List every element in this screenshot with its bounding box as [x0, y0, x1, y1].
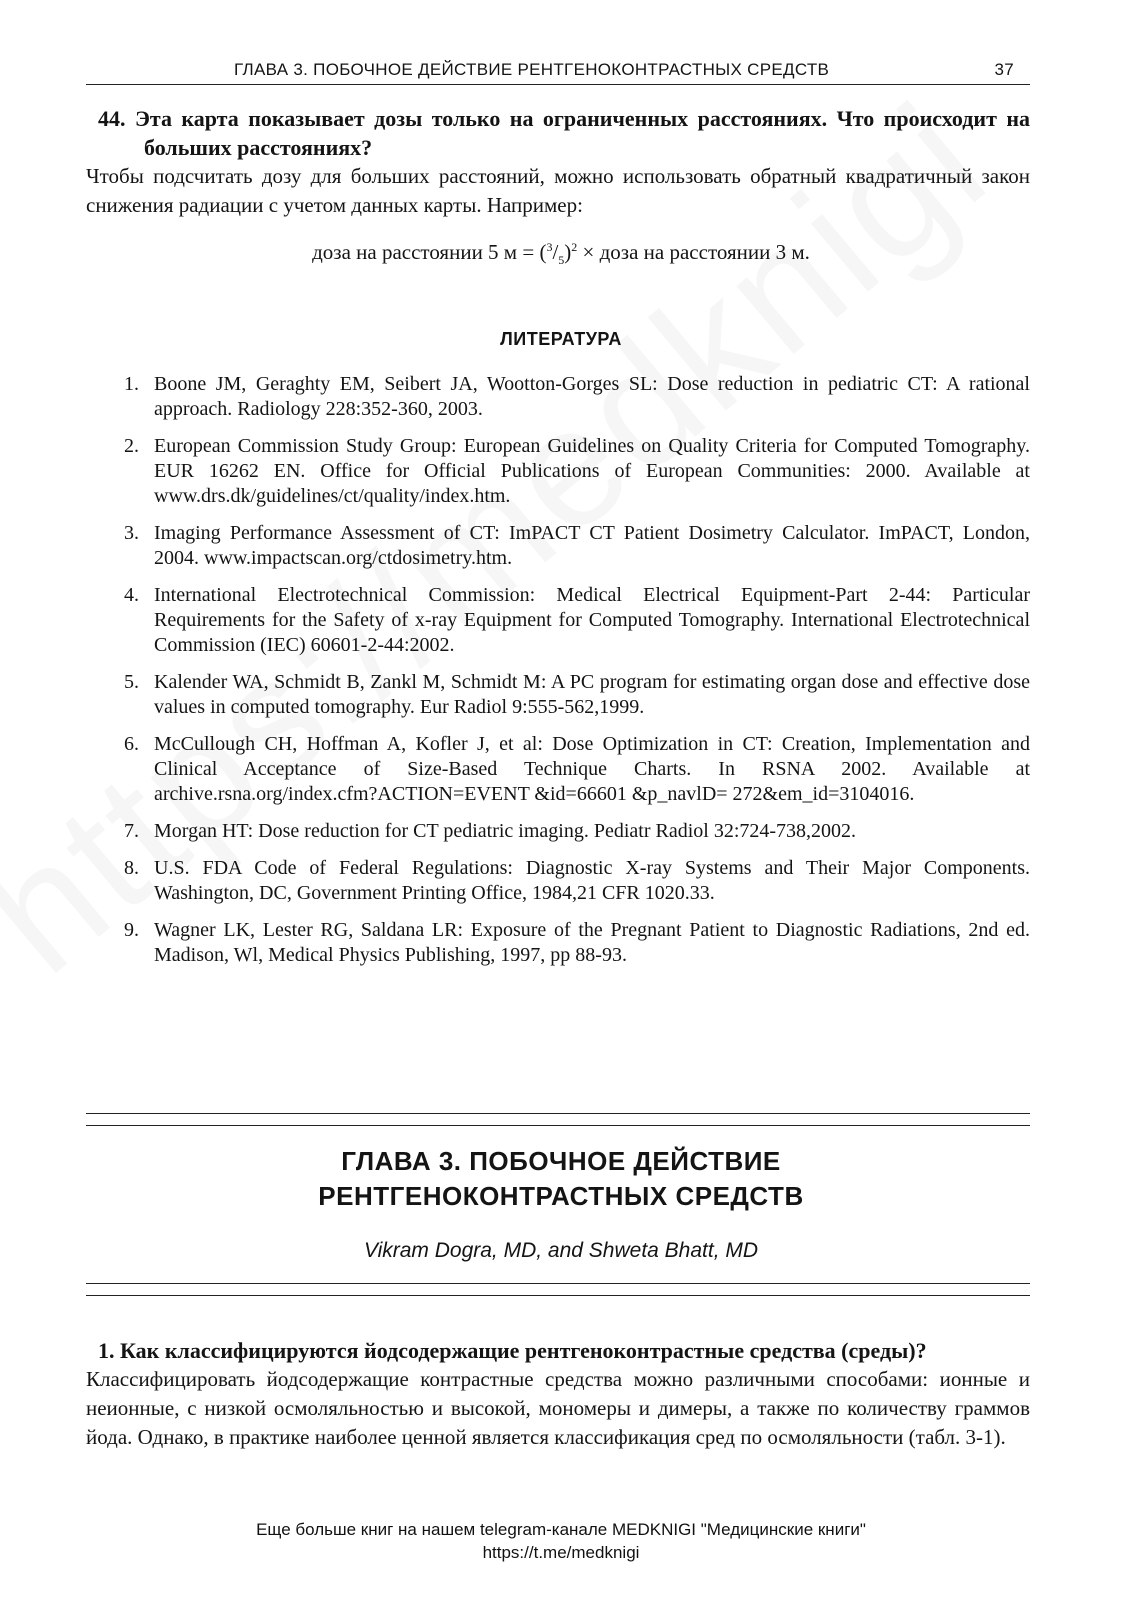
- formula-left: доза на расстоянии 5 м = (: [312, 240, 547, 264]
- formula-exponent: 2: [571, 240, 578, 254]
- reference-text: Imaging Performance Assessment of CT: ImPACT CT Patient Dosimetry Calculator. ImPACT, London, 2004. www.impactscan.org/ctdosimetry.htm.: [154, 522, 1030, 569]
- formula-right: × доза на расстоянии 3 м.: [577, 240, 810, 264]
- reference-text: U.S. FDA Code of Federal Regulations: Diagnostic X-ray Systems and Their Major Components. Washington, DC, Government Printing Office, 1984,21 CFR 1020.33.: [154, 857, 1030, 904]
- question-44-title: [86, 104, 1030, 162]
- running-head-title: ГЛАВА 3. ПОБОЧНОЕ ДЕЙСТВИЕ РЕНТГЕНОКОНТРАСТНЫХ СРЕДСТВ: [234, 60, 830, 79]
- running-head: [86, 58, 1030, 85]
- question-1-title: [86, 1336, 1030, 1365]
- question-1: [86, 1336, 1030, 1452]
- reference-number: 8.: [124, 857, 139, 879]
- reference-number: 5.: [124, 671, 139, 693]
- reference-text: Boone JM, Geraghty EM, Seibert JA, Wootton-Gorges SL: Dose reduction in pediatric CT: A rational approach. Radiology 228:352-360, 2003.: [154, 373, 1030, 420]
- question-44-number: 44.: [98, 106, 126, 131]
- reference-list: [124, 372, 1030, 980]
- reference-text: Kalender WA, Schmidt B, Zankl M, Schmidt M: A PC program for estimating organ dose and effective dose values in computed tomography. Eur Radiol 9:555-562,1999.: [154, 671, 1030, 718]
- footer-note: [0, 1518, 1122, 1564]
- chapter-rule-top-1: [86, 1113, 1030, 1114]
- chapter-rule-top-2: [86, 1125, 1030, 1126]
- formula-close: ): [564, 240, 572, 264]
- reference-item: [124, 819, 1030, 844]
- chapter-title-line-2: РЕНТГЕНОКОНТРАСТНЫХ СРЕДСТВ: [318, 1181, 804, 1211]
- question-1-answer: Классифицировать йодсодержащие контрастные средства можно различными способами: ионные и неионные, с низкой осмоляльностью и высокой, мономеры и димеры, а также по количеству граммов йода. Однако, в практике наиболее ценной является классификация сред по осмоляльности (табл. 3-1).: [86, 1367, 1030, 1449]
- footer-link[interactable]: https://t.me/medknigi: [482, 1543, 640, 1562]
- question-44-answer: Чтобы подсчитать дозу для больших расстояний, можно использовать обратный квадратичный закон снижения радиации с учетом данных карты. Например:: [86, 164, 1030, 217]
- formula-numerator: 3: [546, 240, 553, 254]
- reference-item: [124, 856, 1030, 906]
- footer-line-1: Еще больше книг на нашем telegram-канале MEDKNIGI "Медицинские книги": [256, 1520, 866, 1539]
- reference-text: European Commission Study Group: European Guidelines on Quality Criteria for Computed Tomography. EUR 16262 EN. Office for Official Publications of European Communities: 2000. Available at www.drs.dk/guidelines/ct/quality/index.htm.: [154, 435, 1030, 507]
- chapter-rule-bottom-2: [86, 1295, 1030, 1296]
- reference-number: 2.: [124, 435, 139, 457]
- reference-text: International Electrotechnical Commission: Medical Electrical Equipment-Part 2-44: Particular Requirements for the Safety of x-ray Equipment for Computed Tomography. International Electrotechnical Commission (IEC) 60601-2-44:2002.: [154, 584, 1030, 656]
- literature-heading: ЛИТЕРАТУРА: [500, 329, 622, 349]
- chapter-authors: Vikram Dogra, MD, and Shweta Bhatt, MD: [363, 1239, 759, 1262]
- formula-denominator: 5: [558, 253, 565, 268]
- chapter-rule-bottom-1: [86, 1283, 1030, 1284]
- reference-item: [124, 521, 1030, 571]
- question-1-text: Как классифицируются йодсодержащие рентгеноконтрастные средства (среды)?: [120, 1338, 927, 1363]
- reference-text: Wagner LK, Lester RG, Saldana LR: Exposure of the Pregnant Patient to Diagnostic Radiations, 2nd ed. Madison, Wl, Medical Physics Publishing, 1997, pp 88-93.: [154, 919, 1030, 966]
- reference-number: 9.: [124, 919, 139, 941]
- reference-item: [124, 583, 1030, 658]
- reference-item: [124, 918, 1030, 968]
- page-number: 37: [994, 60, 1014, 79]
- reference-item: [124, 732, 1030, 807]
- formula-slash: /: [552, 240, 559, 264]
- question-44: [86, 104, 1030, 220]
- reference-number: 7.: [124, 820, 139, 842]
- chapter-title: [0, 1144, 1122, 1214]
- question-1-number: 1.: [98, 1338, 115, 1363]
- question-44-text: Эта карта показывает дозы только на ограниченных расстояниях. Что происходит на больших расстояниях?: [134, 106, 1031, 160]
- reference-number: 6.: [124, 733, 139, 755]
- reference-number: 3.: [124, 522, 139, 544]
- reference-item: [124, 670, 1030, 720]
- reference-text: Morgan HT: Dose reduction for CT pediatric imaging. Pediatr Radiol 32:724-738,2002.: [154, 820, 857, 842]
- reference-number: 1.: [124, 373, 139, 395]
- reference-text: McCullough CH, Hoffman A, Kofler J, et al: Dose Optimization in CT: Creation, Implementation and Clinical Acceptance of Size-Based Technique Charts. In RSNA 2002. Available at archive.rsna.org/index.cfm?ACTION=EVENT &id=66601 &p_navlD= 272&em_id=3104016.: [154, 733, 1030, 805]
- reference-item: [124, 434, 1030, 509]
- dose-formula: [0, 240, 1122, 268]
- reference-item: [124, 372, 1030, 422]
- chapter-title-line-1: ГЛАВА 3. ПОБОЧНОЕ ДЕЙСТВИЕ: [341, 1146, 781, 1176]
- reference-number: 4.: [124, 584, 139, 606]
